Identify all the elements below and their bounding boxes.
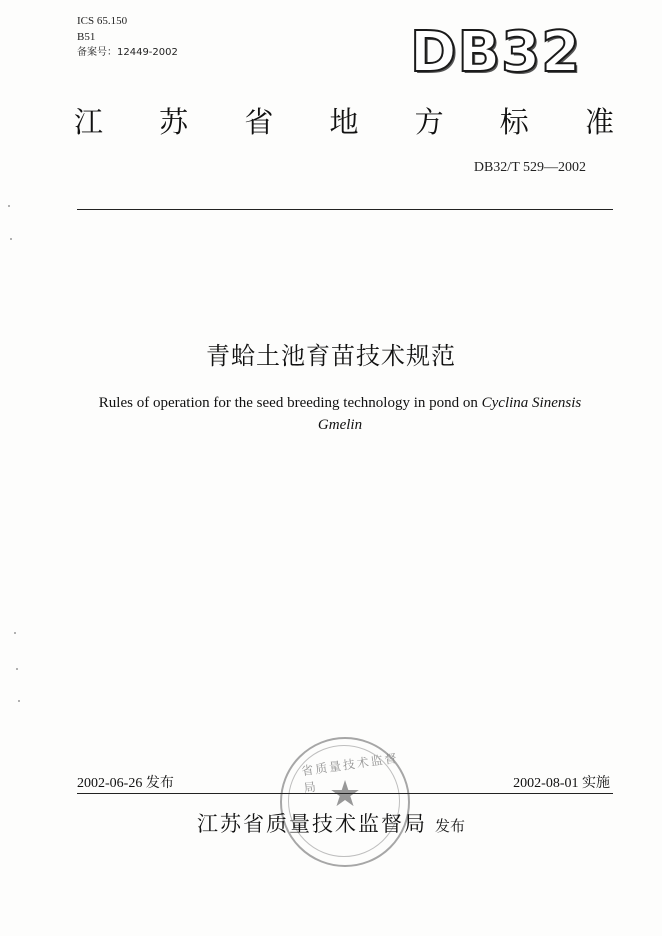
record-number: 备案号：12449-2002 <box>77 47 178 58</box>
bottom-divider <box>77 793 613 794</box>
agency-title <box>74 102 614 142</box>
db-logo: DB32 <box>410 20 582 85</box>
agency-title-char: 标 <box>499 105 529 139</box>
species-name: Cyclina Sinensis <box>481 395 582 411</box>
classification-block <box>77 13 178 61</box>
agency-title-char: 地 <box>329 105 359 139</box>
species-authority: Gmelin <box>317 417 363 433</box>
official-seal <box>280 737 410 867</box>
issuing-organization: 江苏省质量技术监督局 <box>196 812 427 836</box>
top-divider <box>77 209 613 210</box>
english-title <box>70 392 610 436</box>
effective-date: 2002-08-01 实施 <box>513 776 610 791</box>
scan-speck <box>10 238 12 240</box>
agency-title-char: 省 <box>244 105 274 139</box>
issue-verb: 发布 <box>434 817 465 835</box>
standard-code: DB32/T 529—2002 <box>473 160 586 175</box>
agency-title-char: 江 <box>74 105 104 139</box>
seal-text: 省质量技术监督局 <box>300 750 400 796</box>
issuer-line <box>0 808 662 838</box>
chinese-title: 青蛤土池育苗技术规范 <box>206 342 456 370</box>
scan-speck <box>16 668 18 670</box>
star-icon: ★ <box>328 774 362 815</box>
scan-speck <box>14 632 16 634</box>
scan-speck <box>18 700 20 702</box>
issue-date: 2002-06-26 发布 <box>77 776 174 791</box>
english-title-text: Rules of operation for the seed breeding technology in pond on <box>98 395 482 411</box>
scan-speck <box>8 205 10 207</box>
category-code: B51 <box>77 31 96 43</box>
agency-title-char: 准 <box>584 105 614 139</box>
agency-title-char: 方 <box>414 105 444 139</box>
agency-title-char: 苏 <box>159 105 189 139</box>
ics-code: ICS 65.150 <box>77 15 128 27</box>
